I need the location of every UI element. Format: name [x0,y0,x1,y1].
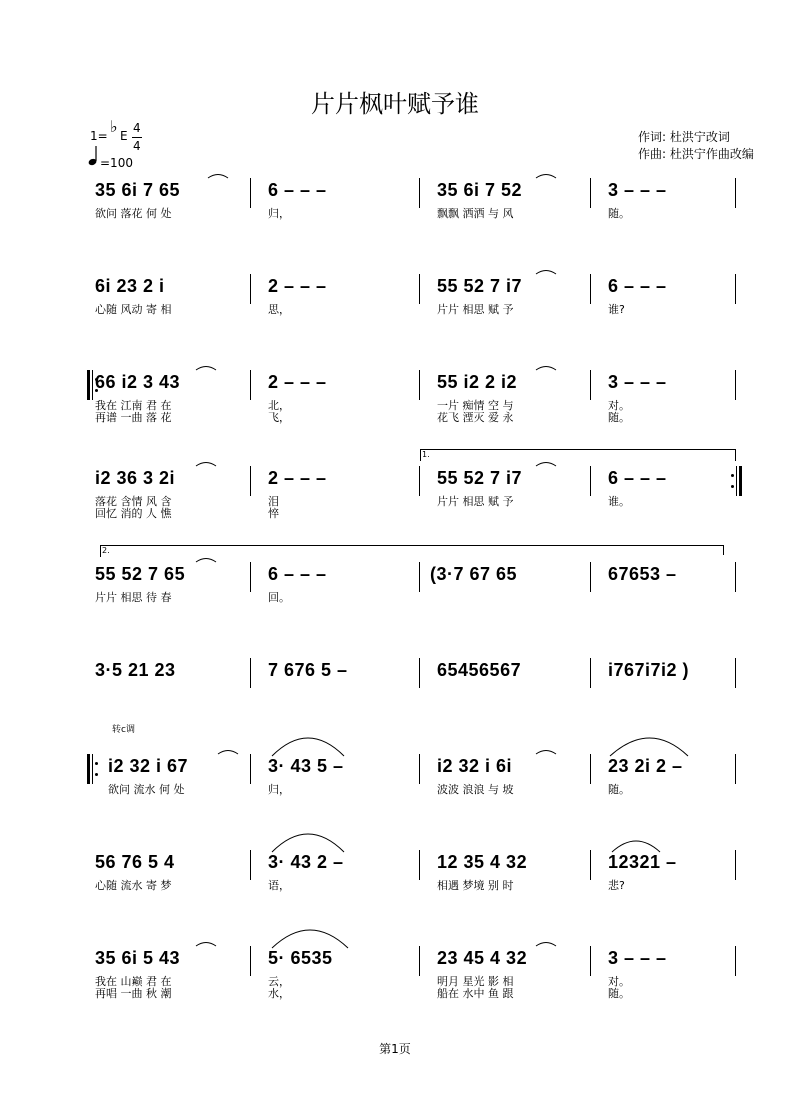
slur [536,367,556,371]
measure-notes: 23 2i 2 – [608,756,683,776]
lyric-line: 相遇 梦境 别 时 [437,879,514,892]
key-signature-prefix: 1= [90,129,108,143]
measure-notes: 3· 43 5 – [268,756,344,776]
slur [196,559,216,563]
measure-notes: 6 – – – [608,276,667,296]
lyric-line: 飞， [268,411,290,424]
lyric-line: 飘飘 洒洒 与 风 [437,207,514,220]
lyric-line: 谁。 [608,495,630,508]
flat-symbol: ♭ [110,117,118,136]
lyric-line: 再谱 一曲 落 花 [95,411,172,424]
lyric-line: 花飞 湮灭 爱 永 [437,411,514,424]
measure-notes: 3·5 21 23 [95,660,176,680]
lyric-line: 水， [268,987,290,1000]
song-title: 片片枫叶赋予谁 [311,90,479,118]
lyric-line: 我在 山巅 君 在 [95,975,172,988]
slur [536,751,556,755]
measure-notes: 2 – – – [268,468,327,488]
slur [218,751,238,755]
slur [612,841,660,852]
measure-notes: 6 – – – [268,180,327,200]
measure-notes: 6i 23 2 i [95,276,165,296]
lyric-line: 悲? [608,879,625,892]
measure-notes: 6 – – – [608,468,667,488]
measure-notes: 35 6i 5 43 [95,948,181,968]
volta-number: 2. [102,546,110,555]
lyric-line: 谁? [608,303,625,316]
measure-notes: 6 – – – [268,564,327,584]
measure-notes: 2 – – – [268,276,327,296]
slur [536,175,556,179]
measure-notes: 55 52 7 i7 [437,276,523,296]
slur [536,463,556,467]
lyric-line: 回。 [268,591,290,604]
lyric-line: 对。 [608,975,630,988]
lyric-line: 落花 含情 风 含 [95,495,172,508]
slur [208,175,228,179]
measure-notes: i2 36 3 2i [95,468,176,488]
lyric-line: 北， [268,399,290,412]
measure-notes: i2 32 i 67 [108,756,189,776]
lyricist-credit: 作词: 杜洪宁改词 [638,130,730,144]
slur [610,738,688,756]
slur [196,367,216,371]
measure-notes: 55 i2 2 i2 [437,372,518,392]
lyric-line: 随。 [608,783,630,796]
lyric-line: 回忆 消的 人 憔 [95,507,172,520]
lyric-line: 归， [268,207,290,220]
lyric-line: 心随 风动 寄 相 [95,303,172,316]
slur [196,463,216,467]
lyric-line: 欲问 落花 何 处 [95,207,172,220]
measure-notes: 35 6i 7 65 [95,180,181,200]
lyric-line: 随。 [608,411,630,424]
measure-notes: 23 45 4 32 [437,948,528,968]
measure-notes: 2 – – – [268,372,327,392]
lyric-line: 随。 [608,207,630,220]
page-number: 第1页 [379,1042,411,1056]
lyric-line: 随。 [608,987,630,1000]
slur [536,271,556,275]
measure-notes: 3· 43 2 – [268,852,344,872]
lyric-line: 再唱 一曲 秋 潮 [95,987,172,1000]
measure-notes: i767i7i2 ) [608,660,690,680]
key-letter: E [120,129,128,143]
lyric-line: 语， [268,879,290,892]
tempo-mark: =100 [100,156,133,170]
lyric-line: 片片 相思 待 春 [95,591,172,604]
measure-notes: 3 – – – [608,372,667,392]
slur [536,943,556,947]
lyric-line: 欲问 流水 何 处 [108,783,185,796]
measure-notes: 12321 – [608,852,677,872]
lyric-line: 船在 水中 鱼 跟 [437,987,514,1000]
measure-notes: 7 676 5 – [268,660,348,680]
lyric-line: 片片 相思 赋 予 [437,495,514,508]
lyric-line: 我在 江南 君 在 [95,399,172,412]
measure-notes: 3 – – – [608,180,667,200]
measure-notes: 66 i2 3 43 [95,372,181,392]
measure-notes: 55 52 7 65 [95,564,186,584]
lyric-line: 一片 痴情 空 与 [437,399,514,412]
measure-notes: 56 76 5 4 [95,852,175,872]
lyric-line: 泪 [268,495,279,508]
measure-notes: 55 52 7 i7 [437,468,523,488]
lyric-line: 心随 流水 寄 梦 [95,879,172,892]
measure-notes: 12 35 4 32 [437,852,528,872]
slur [272,834,344,852]
lyric-line: 云， [268,975,290,988]
measure-notes: (3·7 67 65 [430,564,518,584]
time-signature-bottom: 4 [133,139,141,153]
lyric-line: 片片 相思 赋 予 [437,303,514,316]
lyric-line: 思， [268,303,290,316]
time-signature-top: 4 [133,121,141,135]
measure-notes: 5· 6535 [268,948,333,968]
measure-notes: 67653 – [608,564,677,584]
lyric-line: 波波 浪浪 与 坡 [437,783,514,796]
measure-notes: 65456567 [437,660,522,680]
slur [196,943,216,947]
volta-number: 1. [422,450,430,459]
modulation-label: 转c调 [112,725,135,735]
lyric-line: 悴 [268,507,279,520]
lyric-line: 明月 星光 影 相 [437,975,514,988]
slur [272,930,348,948]
composer-credit: 作曲: 杜洪宁作曲改编 [638,147,754,161]
slur [272,738,344,756]
lyric-line: 归， [268,783,290,796]
measure-notes: i2 32 i 6i [437,756,513,776]
lyric-line: 对。 [608,399,630,412]
measure-notes: 35 6i 7 52 [437,180,523,200]
measure-notes: 3 – – – [608,948,667,968]
